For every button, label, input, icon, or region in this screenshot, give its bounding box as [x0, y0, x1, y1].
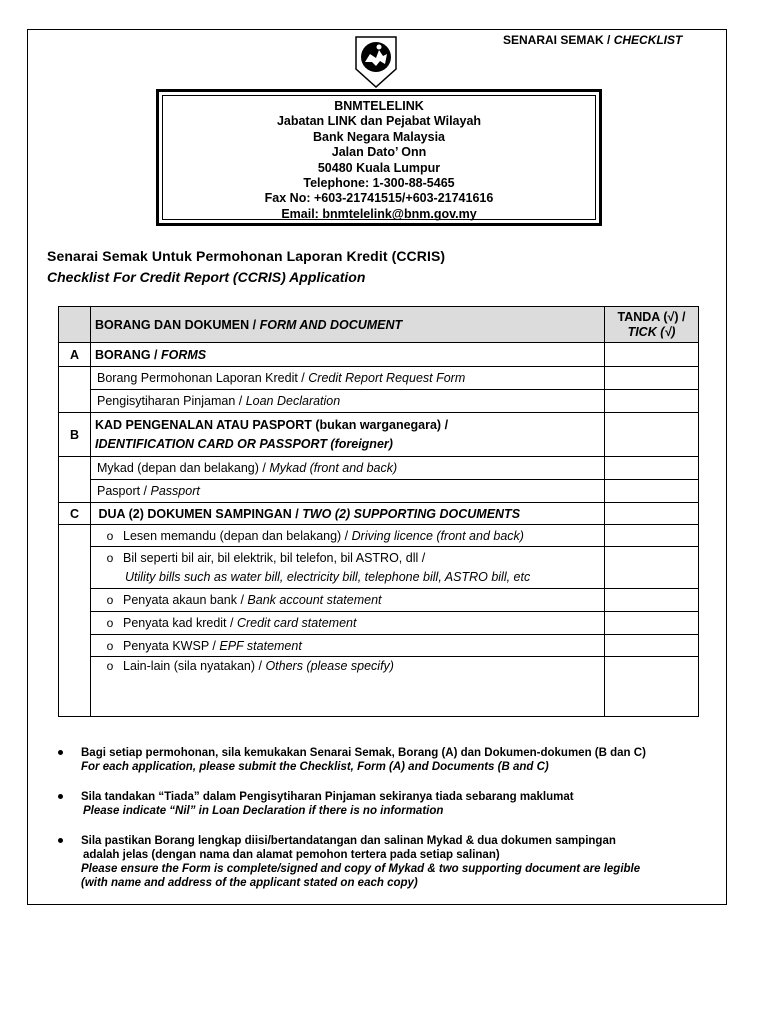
section-letter: A — [59, 343, 91, 367]
table-row — [59, 525, 699, 547]
tick-box[interactable] — [605, 657, 699, 717]
tick-box[interactable] — [605, 547, 699, 589]
table-row — [59, 457, 699, 480]
bank-crest-logo — [352, 35, 400, 89]
page-title-en: Checklist For Credit Report (CCRIS) Application — [47, 269, 366, 285]
bullet-icon: o — [106, 550, 114, 565]
document-item: Pasport / Passport — [91, 480, 605, 503]
tick-box[interactable] — [605, 390, 699, 413]
section-title: DUA (2) DOKUMEN SAMPINGAN / TWO (2) SUPPORTING DOCUMENTS — [91, 503, 605, 525]
tick-box[interactable] — [605, 525, 699, 547]
table-row — [59, 390, 699, 413]
section-title: BORANG / FORMS — [91, 343, 605, 367]
bullet-icon: o — [106, 659, 114, 673]
section-b-row — [59, 413, 699, 457]
document-item: o Bil seperti bil air, bil elektrik, bil telefon, bil ASTRO, dll / Utility bills such as water bill, electricity bill, telephone bill, ASTRO bill, etc — [91, 547, 605, 589]
notes-list — [56, 746, 726, 906]
bullet-icon — [58, 750, 63, 755]
tick-box[interactable] — [605, 503, 699, 525]
section-title: KAD PENGENALAN ATAU PASPORT (bukan warganegara) / IDENTIFICATION CARD OR PASSPORT (foreigner) — [91, 413, 605, 457]
header-document: BORANG DAN DOKUMEN / FORM AND DOCUMENT — [91, 307, 605, 343]
bullet-icon — [58, 838, 63, 843]
document-item: o Penyata kad kredit / Credit card statement — [91, 612, 605, 635]
tick-box[interactable] — [605, 343, 699, 367]
tick-box[interactable] — [605, 589, 699, 612]
tick-box[interactable] — [605, 457, 699, 480]
header-tick: TANDA (√) / TICK (√) — [605, 307, 699, 343]
address-line: Jalan Dato’ Onn — [331, 145, 427, 160]
section-letter: C — [59, 503, 91, 525]
table-row — [59, 612, 699, 635]
table-row — [59, 480, 699, 503]
address-line: Jabatan LINK dan Pejabat Wilayah — [276, 114, 482, 129]
section-c-row — [59, 503, 699, 525]
address-box — [156, 89, 602, 226]
bullet-icon: o — [106, 616, 114, 630]
fax-line: Fax No: +603-21741515/+603-21741616 — [264, 191, 494, 206]
note-item: Sila tandakan “Tiada” dalam Pengisytiharan Pinjaman sekiranya tiada sebarang maklumat Please indicate “Nil” in Loan Declaration if there is no information — [56, 790, 726, 818]
document-item: o Penyata akaun bank / Bank account statement — [91, 589, 605, 612]
bullet-icon — [58, 794, 63, 799]
checklist-table — [58, 306, 699, 717]
table-row — [59, 367, 699, 390]
table-row — [59, 547, 699, 589]
bullet-icon: o — [106, 638, 114, 653]
table-row — [59, 635, 699, 657]
bullet-icon: o — [106, 593, 114, 607]
table-row — [59, 589, 699, 612]
note-item: Bagi setiap permohonan, sila kemukakan Senarai Semak, Borang (A) dan Dokumen-dokumen (B dan C) For each application, please submit the Checklist, Form (A) and Documents (B and C) — [56, 746, 726, 774]
section-a-row — [59, 343, 699, 367]
email-line: Email: bnmtelelink@bnm.gov.my — [281, 206, 477, 221]
tick-box[interactable] — [605, 480, 699, 503]
document-item: o Penyata KWSP / EPF statement — [91, 635, 605, 657]
table-header-row — [59, 307, 699, 343]
section-letter: B — [59, 413, 91, 457]
document-item: o Lain-lain (sila nyatakan) / Others (please specify) — [91, 657, 605, 717]
checklist-label: SENARAI SEMAK / CHECKLIST — [503, 33, 683, 47]
table-row — [59, 657, 699, 717]
page-title-ms: Senarai Semak Untuk Permohonan Laporan Kredit (CCRIS) — [47, 248, 446, 264]
tick-box[interactable] — [605, 367, 699, 390]
email-link[interactable]: bnmtelelink@bnm.gov.my — [322, 206, 477, 221]
document-item: Borang Permohonan Laporan Kredit / Credit Report Request Form — [91, 367, 605, 390]
document-item: Mykad (depan dan belakang) / Mykad (front and back) — [91, 457, 605, 480]
address-line: 50480 Kuala Lumpur — [317, 160, 441, 175]
bullet-icon: o — [106, 528, 114, 543]
address-line: BNMTELELINK — [334, 99, 424, 113]
tick-box[interactable] — [605, 413, 699, 457]
document-item: Pengisytiharan Pinjaman / Loan Declaration — [91, 390, 605, 413]
address-line: Bank Negara Malaysia — [312, 129, 445, 144]
document-item: o Lesen memandu (depan dan belakang) / Driving licence (front and back) — [91, 525, 605, 547]
tick-box[interactable] — [605, 635, 699, 657]
tick-box[interactable] — [605, 612, 699, 635]
telephone-line: Telephone: 1-300-88-5465 — [303, 176, 455, 191]
note-item: Sila pastikan Borang lengkap diisi/bertandatangan dan salinan Mykad & dua dokumen sampingan adalah jelas (dengan nama dan alamat pemohon tertera pada setiap salinan) Please ensure the Form is complete/signed and copy of Mykad & two supporting document are legible (with name and address of the applicant stated on each copy) — [56, 834, 726, 890]
